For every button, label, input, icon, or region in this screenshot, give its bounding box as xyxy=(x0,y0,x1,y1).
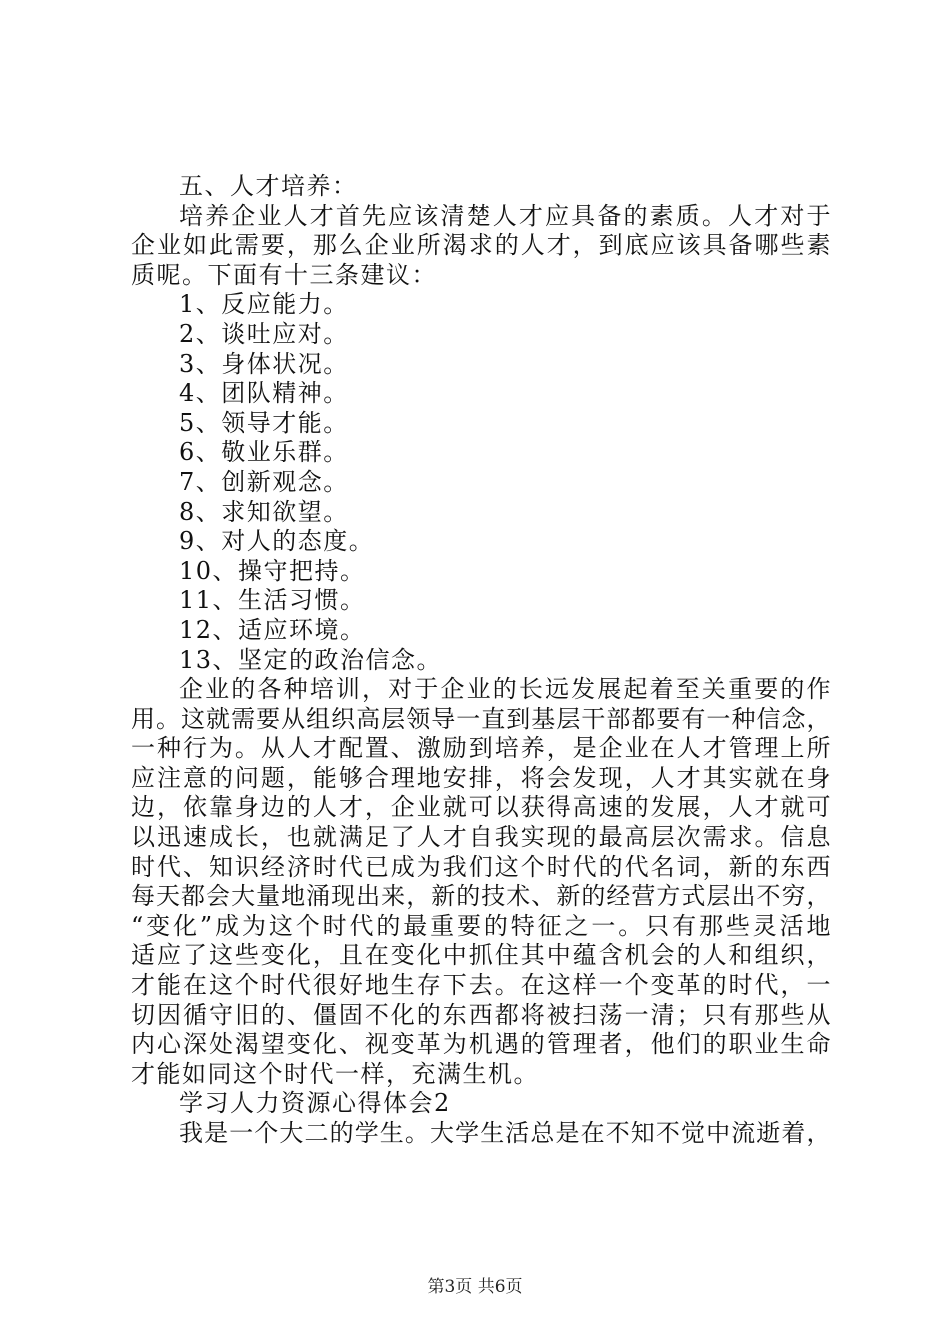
text-line: 切因循守旧的、僵固不化的东西都将被扫荡一清；只有那些从 xyxy=(131,1000,831,1029)
text-line: 每天都会大量地涌现出来，新的技术、新的经营方式层出不穷， xyxy=(131,882,831,911)
text-line: 应注意的问题，能够合理地安排，将会发现，人才其实就在身 xyxy=(131,763,831,792)
text-line: 一种行为。从人才配置、激励到培养，是企业在人才管理上所 xyxy=(131,734,831,763)
text-line: 质呢。下面有十三条建议： xyxy=(131,260,437,289)
text-line: 才能在这个时代很好地生存下去。在这样一个变革的时代，一 xyxy=(131,971,831,1000)
text-line: 12、适应环境。 xyxy=(179,615,366,644)
text-line: 4、团队精神。 xyxy=(179,379,349,408)
text-line: 企业如此需要，那么企业所渴求的人才，到底应该具备哪些素 xyxy=(131,231,831,260)
text-line: 才能如同这个时代一样，充满生机。 xyxy=(131,1059,539,1088)
text-line: 8、求知欲望。 xyxy=(179,497,349,526)
text-line: 7、创新观念。 xyxy=(179,467,349,496)
text-line: 用。这就需要从组织高层领导一直到基层干部都要有一种信念， xyxy=(131,704,831,733)
page-footer: 第3页 共6页 xyxy=(427,1277,523,1297)
text-line: 培养企业人才首先应该清楚人才应具备的素质。人才对于 xyxy=(179,201,831,230)
text-line: 内心深处渴望变化、视变革为机遇的管理者，他们的职业生命 xyxy=(131,1030,831,1059)
text-line: 2、谈吐应对。 xyxy=(179,319,349,348)
text-line: 边，依靠身边的人才，企业就可以获得高速的发展，人才就可 xyxy=(131,793,831,822)
text-line: 我是一个大二的学生。大学生活总是在不知不觉中流逝着， xyxy=(179,1119,831,1147)
text-line: 13、坚定的政治信念。 xyxy=(179,645,443,674)
text-line: 五、人才培养： xyxy=(179,172,358,200)
text-line: 6、敬业乐群。 xyxy=(179,438,349,467)
text-line: 企业的各种培训，对于企业的长远发展起着至关重要的作 xyxy=(179,675,831,704)
text-line: 5、领导才能。 xyxy=(179,408,349,437)
text-line: 1、反应能力。 xyxy=(179,290,349,319)
text-line: 11、生活习惯。 xyxy=(179,586,366,615)
document-body xyxy=(131,172,831,1149)
text-line: 以迅速成长，也就满足了人才自我实现的最高层次需求。信息 xyxy=(131,823,831,852)
text-line: 学习人力资源心得体会2 xyxy=(179,1089,451,1118)
text-line: 10、操守把持。 xyxy=(179,556,366,585)
text-line: “变化”成为这个时代的最重要的特征之一。只有那些灵活地 xyxy=(131,911,831,940)
text-line: 9、对人的态度。 xyxy=(179,527,375,556)
text-line: 时代、知识经济时代已成为我们这个时代的代名词，新的东西 xyxy=(131,852,831,881)
text-line: 3、身体状况。 xyxy=(179,349,349,378)
text-line: 适应了这些变化，且在变化中抓住其中蕴含机会的人和组织， xyxy=(131,941,831,970)
